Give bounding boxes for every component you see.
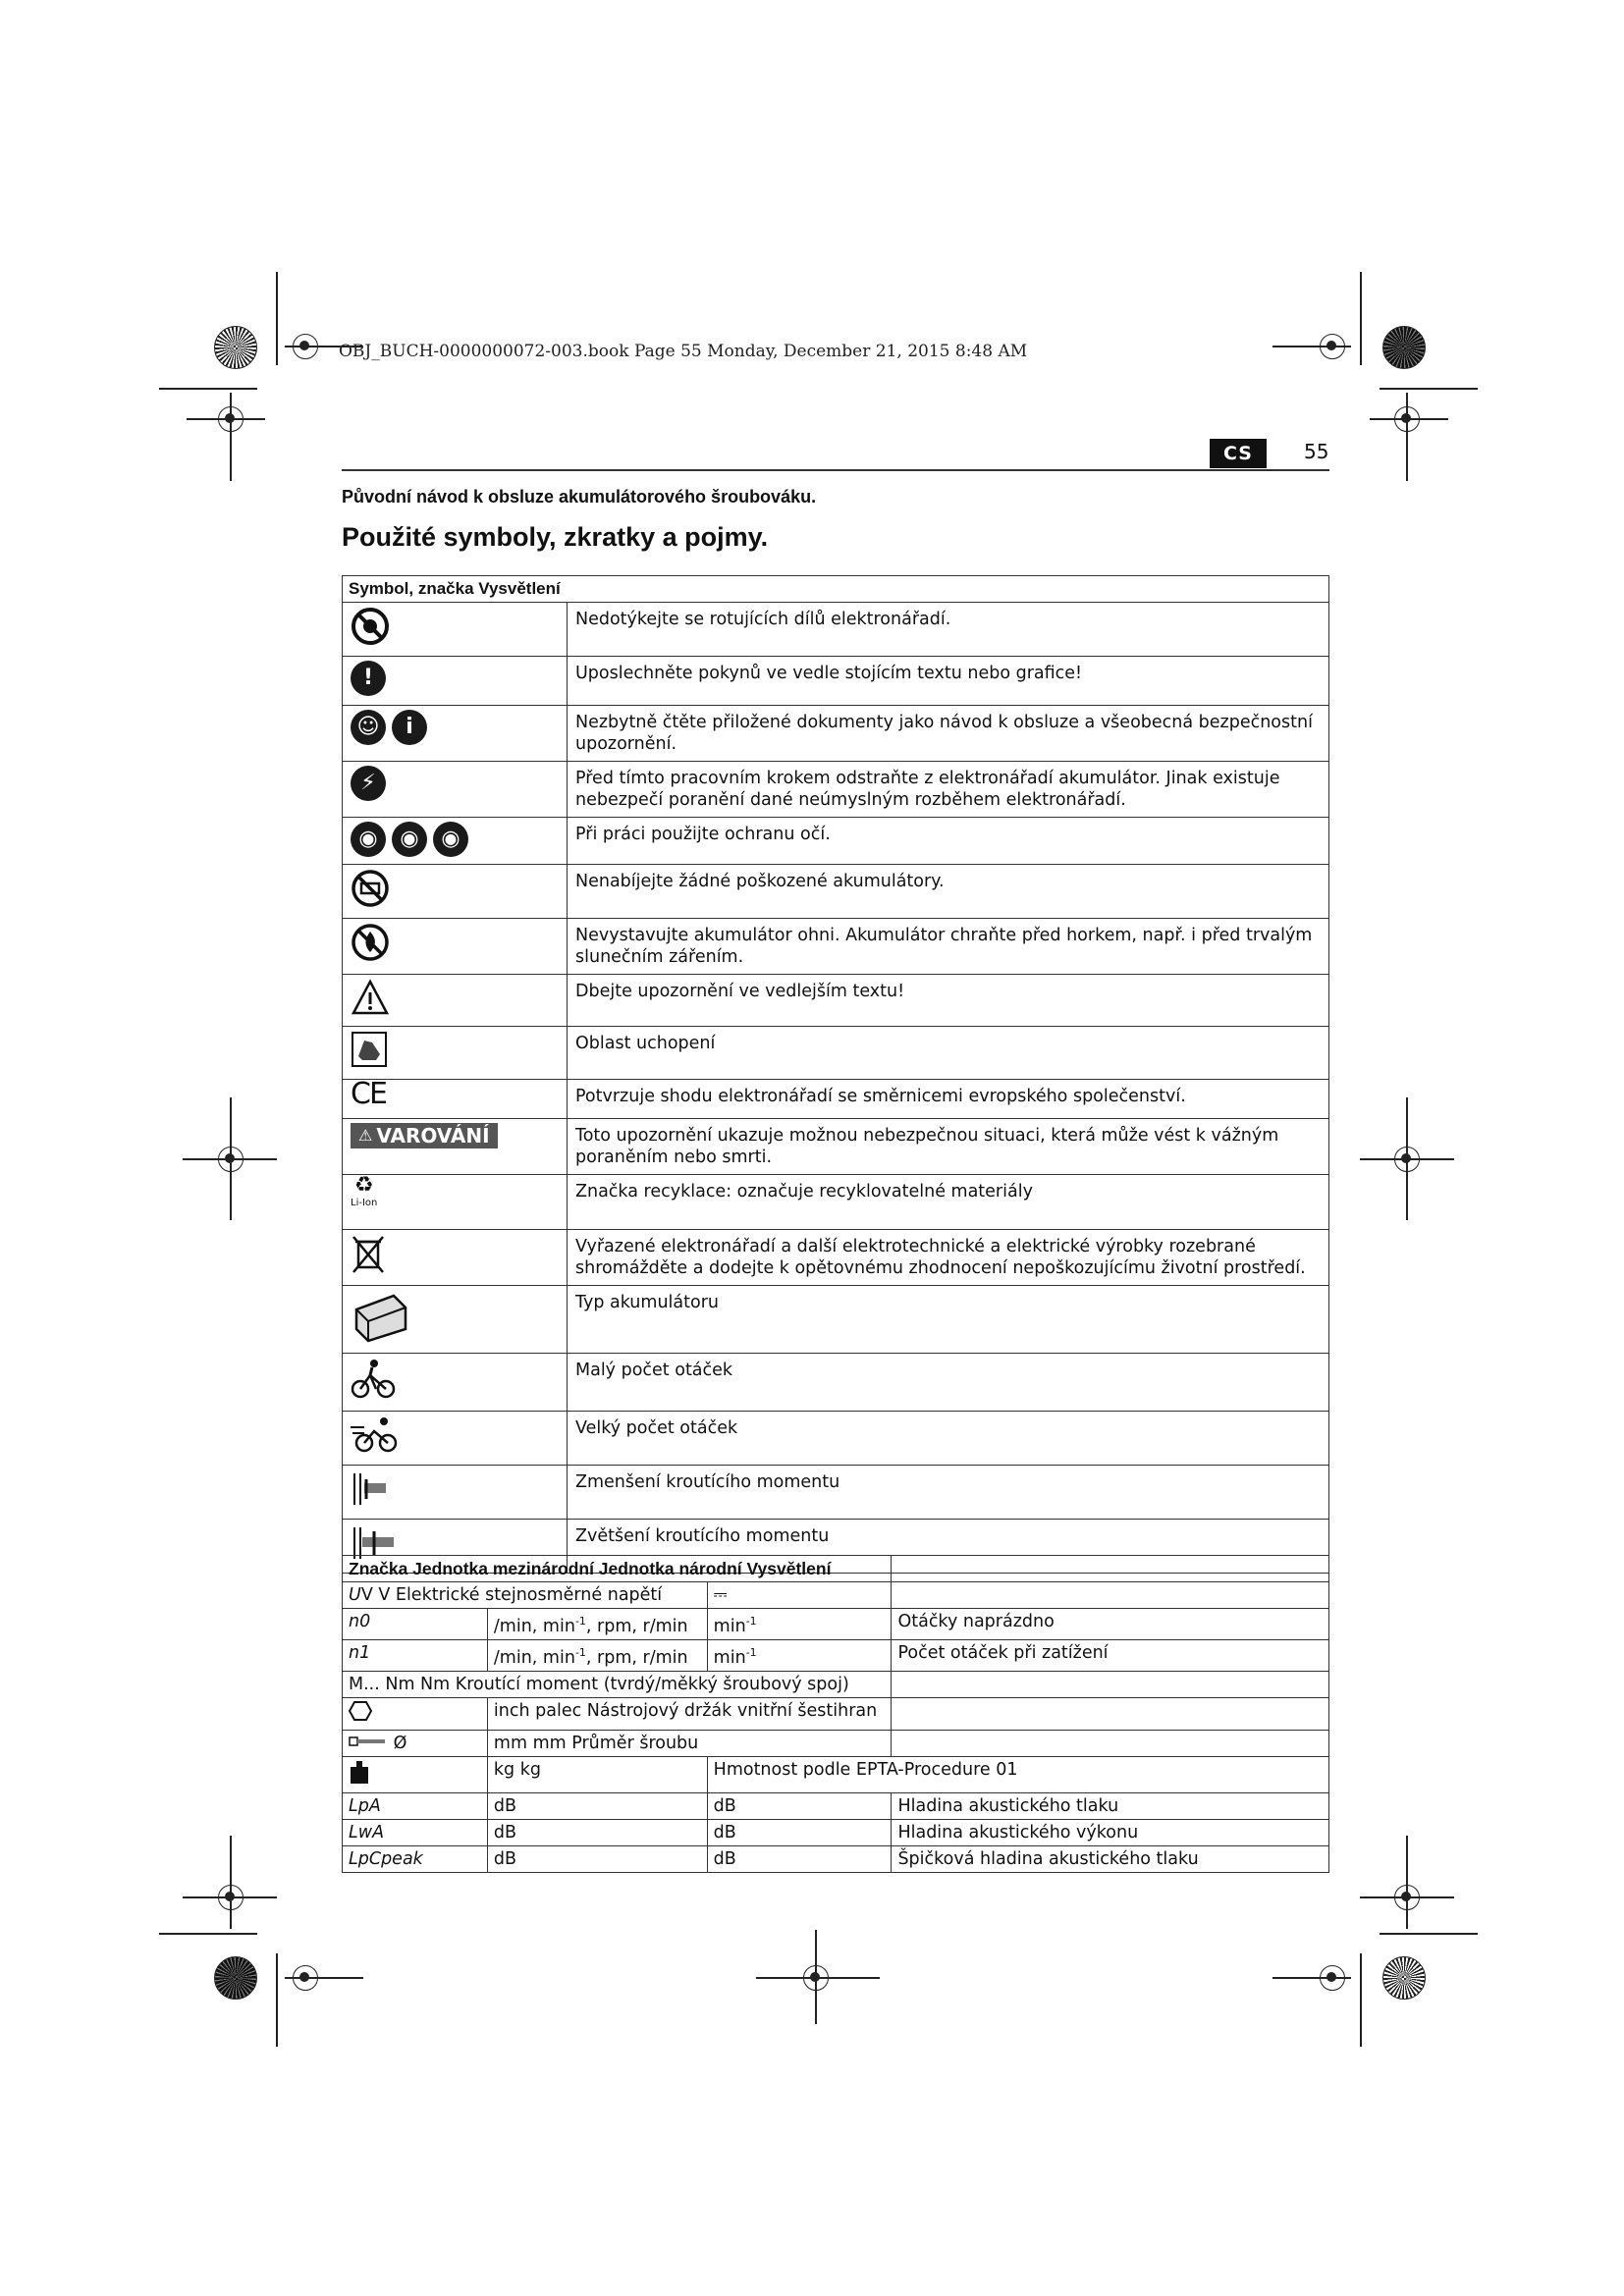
weight-icon [349,1759,370,1785]
manual-book-icon: i [392,710,427,745]
grip-area-icon [351,1031,388,1068]
header-rule [342,469,1329,471]
table-row: LwA dB dB Hladina akustického výkonu [343,1819,1329,1845]
eye-protection-icon: ◉ [351,822,386,857]
table-row [343,1354,1329,1412]
document-subtitle: Původní návod k obsluze akumulátorového šroubováku. [342,487,817,507]
symbol-description: Zmenšení kroutícího momentu [568,1466,1329,1520]
language-badge: CS [1210,439,1267,468]
table-row: kg kg Hmotnost podle EPTA-Procedure 01 [343,1756,1329,1792]
table-row [343,975,1329,1027]
no-touch-rotating-icon [351,607,390,646]
table-row [343,706,1329,762]
table-row [343,1080,1329,1119]
table-row [343,603,1329,657]
symbol-description: Nevystavujte akumulátor ohni. Akumulátor chraňte před horkem, např. i před trvalým slunečním zářením. [568,919,1329,975]
remove-battery-icon: ⚡ [351,766,386,801]
page-number: 55 [1304,440,1329,463]
color-wheel-icon [1382,1956,1426,2000]
table-row [343,657,1329,706]
recycling-li-ion-icon: ♻ Li-Ion [351,1173,378,1208]
table-row [343,1466,1329,1520]
table-row [343,818,1329,865]
read-manual-icon: ☺ [351,710,386,745]
varovani-badge-icon: ⚠ VAROVÁNÍ [351,1123,498,1148]
table-row [343,1412,1329,1466]
eye-protection-icon: ◉ [392,822,427,857]
table-row: n0 /min, $\min^{-1}$, rpm, r/min $\min^{-1}$ Otáčky naprázdno [343,1609,1329,1640]
table-row [343,1119,1329,1175]
symbol-description: Potvrzuje shodu elektronářadí se směrnicemi evropského společenství. [568,1080,1329,1119]
bicycle-fast-icon [351,1415,402,1455]
hexagon-icon [349,1700,372,1722]
symbol-description: Při práci použijte ochranu očí. [568,818,1329,865]
table-row [343,1175,1329,1230]
units-table [342,1555,1329,1873]
ce-mark-icon: CE [351,1077,386,1111]
symbol-description: Dbejte upozornění ve vedlejším textu! [568,975,1329,1027]
no-fire-icon [351,923,390,962]
color-wheel-icon [1382,326,1426,369]
symbol-description: Nedotýkejte se rotujících dílů elektronářadí. [568,603,1329,657]
color-wheel-icon [214,1956,257,2000]
table-row [343,1230,1329,1286]
symbol-description: Vyřazené elektronářadí a další elektrotechnické a elektrické výrobky rozebrané shromážděte a dodejte k opětovnému zhodnocení nepoškozujícímu životní prostředí. [568,1230,1329,1286]
symbols-table [342,575,1329,1574]
exclamation-icon: ! [351,661,386,696]
table-row [343,919,1329,975]
color-wheel-icon [214,326,257,369]
symbol-description: Před tímto pracovním krokem odstraňte z elektronářadí akumulátor. Jinak existuje nebezpečí poranění dané neúmyslným rozběhem elektronářadí. [568,762,1329,818]
section-title: Použité symboly, zkratky a pojmy. [342,522,769,552]
table-row [343,762,1329,818]
no-charge-damaged-icon [351,869,390,908]
dc-symbol: ⎓ [707,1582,892,1609]
table-row [343,865,1329,919]
table-row: UV V Elektrické stejnosměrné napětí ⎓ [343,1582,1329,1609]
units-table-header: Značka Jednotka mezinárodní Jednotka národní Vysvětlení [343,1556,892,1582]
battery-pack-icon [351,1290,409,1343]
bicycle-slow-icon [351,1358,396,1401]
symbol-description: Nenabíjejte žádné poškozené akumulátory. [568,865,1329,919]
symbol-description: Zvětšení kroutícího momentu [568,1520,1329,1574]
symbol-description: Malý počet otáček [568,1354,1329,1412]
torque-decrease-icon [351,1469,394,1509]
warning-triangle-icon [351,979,390,1016]
table-row [343,1556,1329,1582]
symbol-description: Oblast uchopení [568,1027,1329,1080]
symbol-description: Uposlechněte pokynů ve vedle stojícím textu nebo grafice! [568,657,1329,706]
eye-protection-icon: ◉ [433,822,468,857]
screw-diameter-icon [349,1735,388,1748]
table-row: LpA dB dB Hladina akustického tlaku [343,1792,1329,1819]
table-row [343,1027,1329,1080]
table-row [343,1286,1329,1354]
symbol-description: Typ akumulátoru [568,1286,1329,1354]
table-row: Ø mm mm Průměr šroubu [343,1730,1329,1756]
table-row: inch palec Nástrojový držák vnitřní šestihran [343,1697,1329,1730]
crossed-bin-icon [351,1234,386,1275]
symbol-description: Velký počet otáček [568,1412,1329,1466]
symbol-description: Nezbytně čtěte přiložené dokumenty jako návod k obsluze a všeobecná bezpečnostní upozornění. [568,706,1329,762]
symbol-description: Toto upozornění ukazuje možnou nebezpečnou situaci, která může vést k vážným poraněním nebo smrti. [568,1119,1329,1175]
table-row: n1 /min, $\min^{-1}$, rpm, r/min $\min^{-1}$ Počet otáček při zatížení [343,1639,1329,1671]
table-row: LpCpeak dB dB Špičková hladina akustického tlaku [343,1845,1329,1872]
symbols-table-header: Symbol, značka Vysvětlení [343,576,1329,603]
symbol-description: Značka recyklace: označuje recyklovatelné materiály [568,1175,1329,1230]
table-row: M... Nm Nm Kroutící moment (tvrdý/měkký šroubový spoj) [343,1671,1329,1697]
print-header: OBJ_BUCH-0000000072-003.book Page 55 Monday, December 21, 2015 8:48 AM [339,342,1028,361]
